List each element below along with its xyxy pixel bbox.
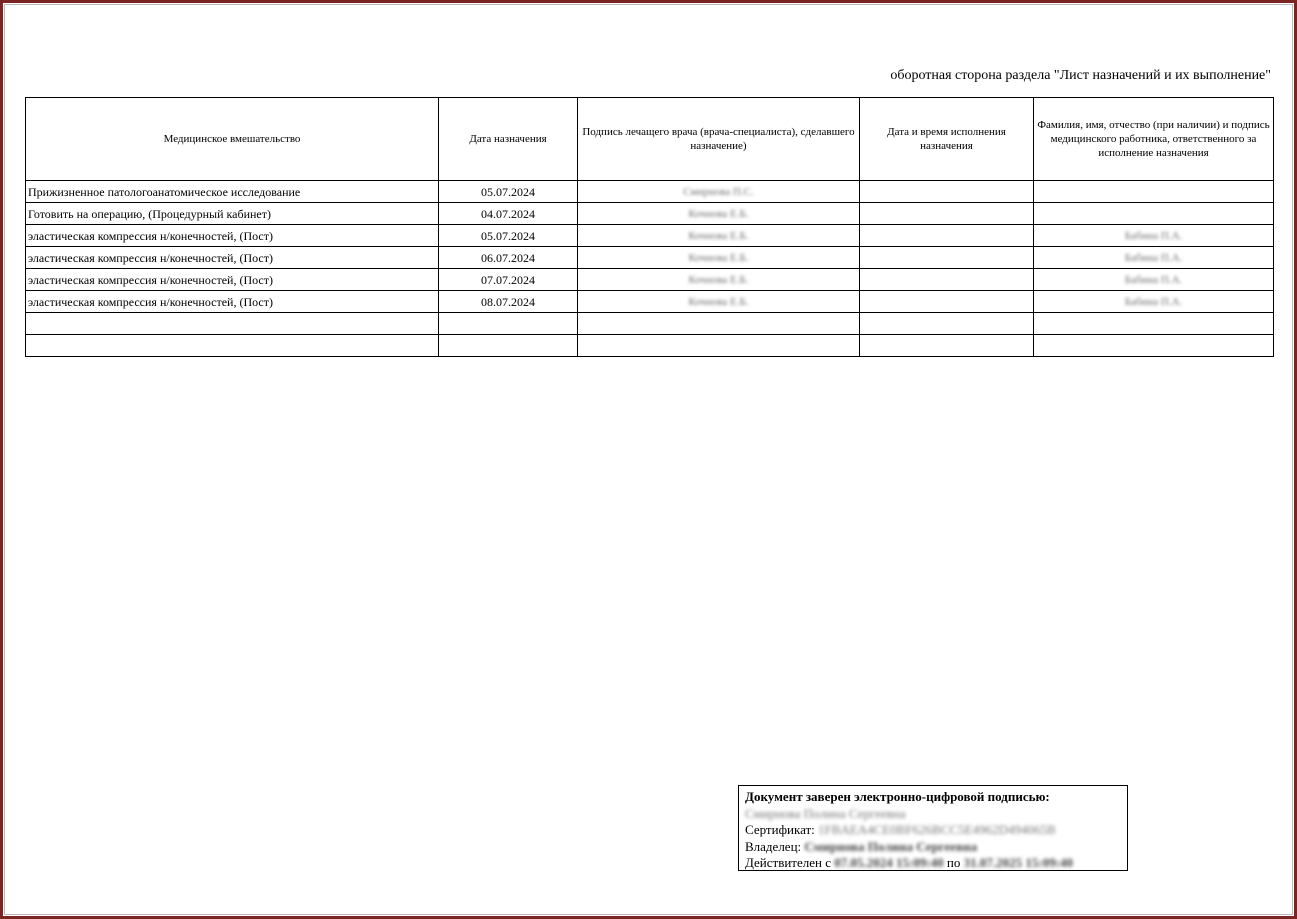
cell-doctor: Кочнова Е.Б.: [578, 269, 860, 291]
cell-executor: [1034, 313, 1274, 335]
col-header-date: Дата назначения: [439, 98, 578, 181]
cell-intervention: эластическая компрессия н/конечностей, (Пост): [26, 247, 439, 269]
cell-date: [439, 313, 578, 335]
cell-date: 05.07.2024: [439, 225, 578, 247]
owner-value: Смирнова Полина Сергеевна: [804, 838, 978, 854]
section-caption: оборотная сторона раздела "Лист назначений и их выполнение": [890, 68, 1271, 83]
cell-doctor: Кочнова Е.Б.: [578, 291, 860, 313]
cell-intervention: эластическая компрессия н/конечностей, (Пост): [26, 269, 439, 291]
cell-intervention: Прижизненное патологоанатомическое исследование: [26, 181, 439, 203]
cell-doctor: Кочнова Е.Б.: [578, 225, 860, 247]
certificate-value: 1FBAEA4CE0BF626BCC5E4962D494065B: [818, 822, 1056, 837]
signature-signer-name: Смирнова Полина Сергеевна: [745, 805, 906, 821]
valid-from: 07.05.2024 15:09:40: [834, 855, 944, 870]
valid-to: 31.07.2025 15:09:40: [963, 855, 1074, 870]
assignments-table: [25, 97, 1274, 357]
table-row-empty: [26, 313, 1274, 335]
cell-date: 04.07.2024: [439, 203, 578, 225]
cell-exec-time: [860, 181, 1034, 203]
valid-to-label: по: [946, 855, 961, 870]
cell-intervention: эластическая компрессия н/конечностей, (Пост): [26, 291, 439, 313]
cell-intervention: Готовить на операцию, (Процедурный кабинет): [26, 203, 439, 225]
signature-title: Документ заверен электронно-цифровой подписью:: [745, 789, 1050, 804]
cell-executor: Бабина П.А.: [1034, 247, 1274, 269]
cell-executor: [1034, 181, 1274, 203]
table-row: [26, 269, 1274, 291]
signature-owner-line: [745, 839, 1121, 856]
cell-intervention: эластическая компрессия н/конечностей, (Пост): [26, 225, 439, 247]
cell-intervention: [26, 313, 439, 335]
col-header-doctor-signature: Подпись лечащего врача (врача-специалиста), сделавшего назначение): [578, 98, 860, 181]
cell-date: 05.07.2024: [439, 181, 578, 203]
cell-doctor: [578, 313, 860, 335]
table-header-row: [26, 98, 1274, 181]
cell-executor: Бабина П.А.: [1034, 269, 1274, 291]
cell-executor: Бабина П.А.: [1034, 291, 1274, 313]
cell-executor: [1034, 335, 1274, 357]
cell-doctor: Смирнова П.С.: [578, 181, 860, 203]
cell-date: 07.07.2024: [439, 269, 578, 291]
cell-date: 08.07.2024: [439, 291, 578, 313]
cell-exec-time: [860, 291, 1034, 313]
owner-label: Владелец:: [745, 838, 802, 854]
cell-doctor: [578, 335, 860, 357]
cell-date: [439, 335, 578, 357]
cell-date: 06.07.2024: [439, 247, 578, 269]
valid-label: Действителен с: [745, 855, 831, 870]
table-row: [26, 203, 1274, 225]
cell-doctor: Кочнова Е.Б.: [578, 203, 860, 225]
signature-validity-line: [745, 855, 1121, 872]
col-header-executor: Фамилия, имя, отчество (при наличии) и подпись медицинского работника, ответственного за исполнение назначения: [1034, 98, 1274, 181]
signature-certificate-line: [745, 822, 1121, 839]
table-row: [26, 225, 1274, 247]
cell-exec-time: [860, 225, 1034, 247]
table-row: [26, 291, 1274, 313]
cell-exec-time: [860, 313, 1034, 335]
cell-executor: [1034, 203, 1274, 225]
table-row-empty: [26, 335, 1274, 357]
cell-exec-time: [860, 203, 1034, 225]
table-row: [26, 247, 1274, 269]
cell-executor: Бабина П.А.: [1034, 225, 1274, 247]
col-header-intervention: Медицинское вмешательство: [26, 98, 439, 181]
cell-exec-time: [860, 247, 1034, 269]
certificate-label: Сертификат:: [745, 822, 815, 837]
digital-signature-stamp: [738, 785, 1128, 871]
table-row: [26, 181, 1274, 203]
cell-doctor: Кочнова Е.Б.: [578, 247, 860, 269]
cell-exec-time: [860, 335, 1034, 357]
cell-intervention: [26, 335, 439, 357]
cell-exec-time: [860, 269, 1034, 291]
col-header-execution-time: Дата и время исполнения назначения: [860, 98, 1034, 181]
